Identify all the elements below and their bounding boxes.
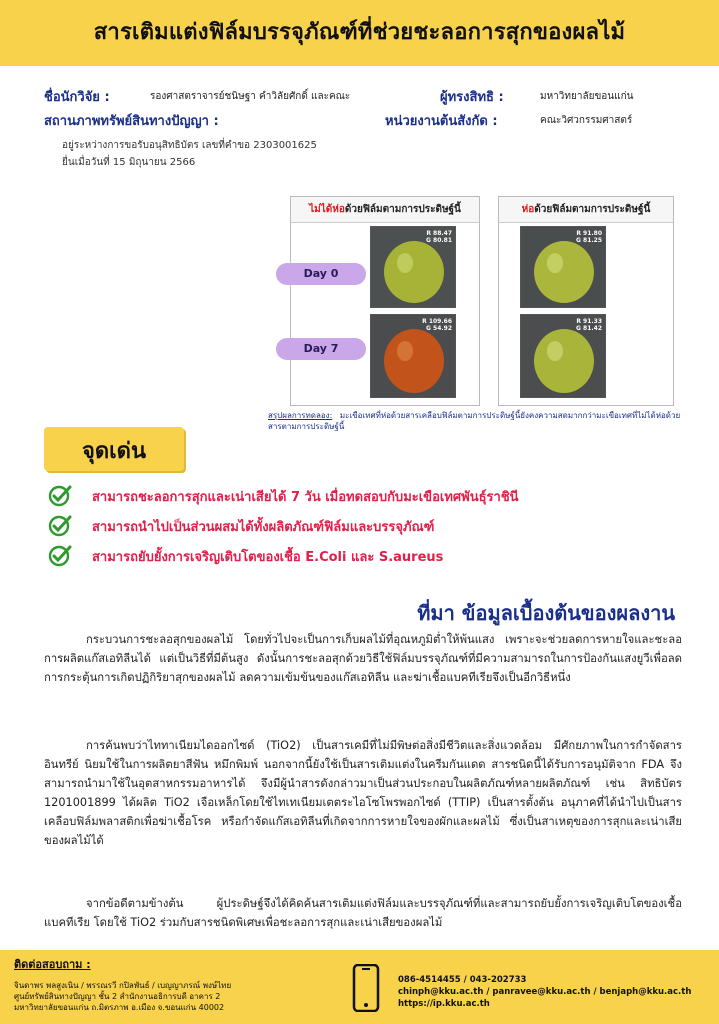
g-value: G 81.25: [576, 237, 602, 244]
footer-bar: [0, 950, 719, 1024]
tomato-photo-wrapped-day0: [520, 226, 606, 308]
owner-value: มหาวิทยาลัยขอนแก่น: [540, 91, 634, 102]
g-value: G 81.42: [576, 325, 602, 332]
status-line-1: อยู่ระหว่างการขอรับอนุสิทธิบัตร เลขที่คำขอ 2303001625: [62, 140, 317, 151]
tomato-photo-wrapped-day7: [520, 314, 606, 398]
check-circle-icon: [48, 484, 72, 508]
researcher-value: รองศาสตราจารย์ชนิษฐา คำวิลัยศักดิ์ และคณะ: [150, 91, 351, 102]
unit-value: คณะวิศวกรรมศาสตร์: [540, 115, 633, 126]
g-value: G 80.81: [426, 237, 452, 244]
contact-website[interactable]: https://ip.kku.ac.th: [398, 999, 490, 1009]
highlights-tab: [44, 427, 184, 471]
header-bar: [0, 0, 719, 66]
title-rest-text: ด้วยฟิล์มตามการประดิษฐ์นี้: [344, 204, 461, 215]
check-circle-icon: [48, 544, 72, 568]
page-title: สารเติมแต่งฟิล์มบรรจุภัณฑ์ที่ช่วยชะลอการสุกของผลไม้: [93, 20, 626, 45]
background-paragraph-3: จากข้อดีตามข้างต้น ผู้ประดิษฐ์จึงได้คิดค้นสารเติมแต่งฟิล์มและบรรจุภัณฑ์ที่และสามารถยับยั้งการเจริญเติบโตของเชื้อแบคทีเรีย โดยใช้ TiO2 ร่วมกับสารชนิดพิเศษเพื่อชะลอการสุกและเน่าเสียของผลไม้: [44, 897, 682, 929]
background-paragraph-1: กระบวนการชะลอสุกของผลไม้ โดยทั่วไปจะเป็นการเก็บผลไม้ที่อุณหภูมิต่ำให้พ้นแสง เพราะจะช่วยลดการหายใจและชะลอการผลิตแก๊สเอทิลีนได้ แต่เป็นวิธีที่มีต้นสูง ดังนั้นการชะลอสุกด้วยวิธีใช้ฟิล์มบรรจุภัณฑ์ที่มีความสามารถในการป้องกันแสงยูวีเพื่อลดการกระตุ้นการเกิดปฏิกิริยาสุกของผลไม้ ลดความเข้มข้นของแก๊สเอทิลีน และฆ่าเชื้อแบคทีเรียจึงเป็นอีกวิธีหนึ่ง: [44, 633, 682, 684]
address-line: มหาวิทยาลัยขอนแก่น ถ.มิตรภาพ อ.เมือง จ.ขอนแก่น 40002: [14, 1003, 225, 1012]
address-line: จินดาพร พลสูงเนิน / พรรณรวี กปิลพันธ์ / เบญญาภรณ์ พงษ์ไทย: [14, 981, 232, 990]
unit-label: หน่วยงานต้นสังกัด :: [385, 114, 498, 129]
title-rest-text: ด้วยฟิล์มตามการประดิษฐ์นี้: [534, 204, 651, 215]
contact-phone: 086-4514455 / 043-202733: [398, 975, 527, 985]
g-value: G 54.92: [426, 325, 452, 332]
title-red-text: ห่อ: [521, 204, 535, 215]
tomato-photo-unwrapped-day0: [370, 226, 456, 308]
r-value: R 91.80: [576, 230, 602, 237]
background-paragraph-2: การค้นพบว่าไททาเนียมไดออกไซด์ (TiO2) เป็นสารเคมีที่ไม่มีพิษต่อสิ่งมีชีวิตและสิ่งแวดล้อม มีศักยภาพในการกำจัดสารอินทรีย์ นิยมใช้ในการผลิตยาสีฟัน หมึกพิมพ์ นอกจากนี้ยังใช้เป็นสารเติมแต่งในครีมกันแดด สารชนิดนี้ได้รับการอนุมัติจาก FDA จึงสามารถนำมาใช้ในอุตสาหกรรมอาหารได้ จึงมีผู้นำสารดังกล่าวมาเป็นส่วนประกอบในผลิตภัณฑ์หลายผลิตภัณฑ์ เช่น สิทธิบัตร 1201001899 ได้ผลิต TiO2 เจือเหล็กโดยใช้ไทเทเนียมเตตระไอโซโพรพอกไซด์ (TTIP) เป็นสารตั้งต้น อนุภาคที่ได้นำไปเป็นสารเคลือบฟิล์มพลาสติกเพื่อฆ่าเชื้อโรค หรือกำจัดแก๊สเอทิลีนที่เกิดจากการหายใจของผักและผลไม้ ซึ่งเป็นสาเหตุของการสุกและเน่าเสียของผลไม้ได้: [44, 739, 682, 847]
background-title: ที่มา ข้อมูลเบื้องต้นของผลงาน: [417, 601, 675, 625]
highlight-text: สามารถชะลอการสุกและเน่าเสียได้ 7 วัน เมื่อทดสอบกับมะเขือเทศพันธุ์ราชินี: [92, 490, 519, 505]
caption-head: สรุปผลการทดลอง:: [268, 411, 333, 420]
contact-address: [14, 980, 231, 1013]
status-line-2: ยื่นเมื่อวันที่ 15 มิถุนายน 2566: [62, 157, 196, 168]
contact-details: [398, 974, 691, 1010]
contact-email[interactable]: chinph@kku.ac.th / panravee@kku.ac.th / benjaph@kku.ac.th: [398, 987, 692, 997]
check-circle-icon: [48, 514, 72, 538]
day0-pill: Day 0: [276, 263, 366, 285]
figure-caption: [268, 410, 688, 432]
panel-title-wrapped: [499, 197, 673, 223]
address-line: ศูนย์ทรัพย์สินทางปัญญา ชั้น 2 สำนักงานอธิการบดี อาคาร 2: [14, 992, 221, 1001]
highlights-title: จุดเด่น: [81, 439, 147, 464]
r-value: R 109.66: [422, 318, 452, 325]
panel-title-unwrapped: [291, 197, 479, 223]
title-red-text: ไม่ได้ห่อ: [309, 204, 345, 215]
ip-status-label: สถานภาพทรัพย์สินทางปัญญา :: [44, 114, 219, 129]
contact-heading: ติดต่อสอบถาม :: [14, 958, 91, 971]
r-value: R 91.33: [576, 318, 602, 325]
day7-pill: Day 7: [276, 338, 366, 360]
caption-body: มะเขือเทศที่ห่อด้วยสารเคลือบฟิล์มตามการประดิษฐ์นี้ยังคงความสดมากกว่ามะเขือเทศที่ไม่ได้ห่อด้วยสารตามการประดิษฐ์นี้: [268, 411, 681, 431]
highlight-text: สามารถนำไปเป็นส่วนผสมได้ทั้งผลิตภัณฑ์ฟิล์มและบรรจุภัณฑ์: [92, 520, 435, 535]
owner-label: ผู้ทรงสิทธิ :: [440, 90, 504, 105]
researcher-label: ชื่อนักวิจัย :: [44, 90, 110, 105]
highlight-text: สามารถยับยั้งการเจริญเติบโตของเชื้อ E.Coli และ S.aureus: [92, 550, 444, 565]
tomato-photo-unwrapped-day7: [370, 314, 456, 398]
smartphone-icon: [352, 964, 380, 1012]
r-value: R 88.47: [426, 230, 452, 237]
